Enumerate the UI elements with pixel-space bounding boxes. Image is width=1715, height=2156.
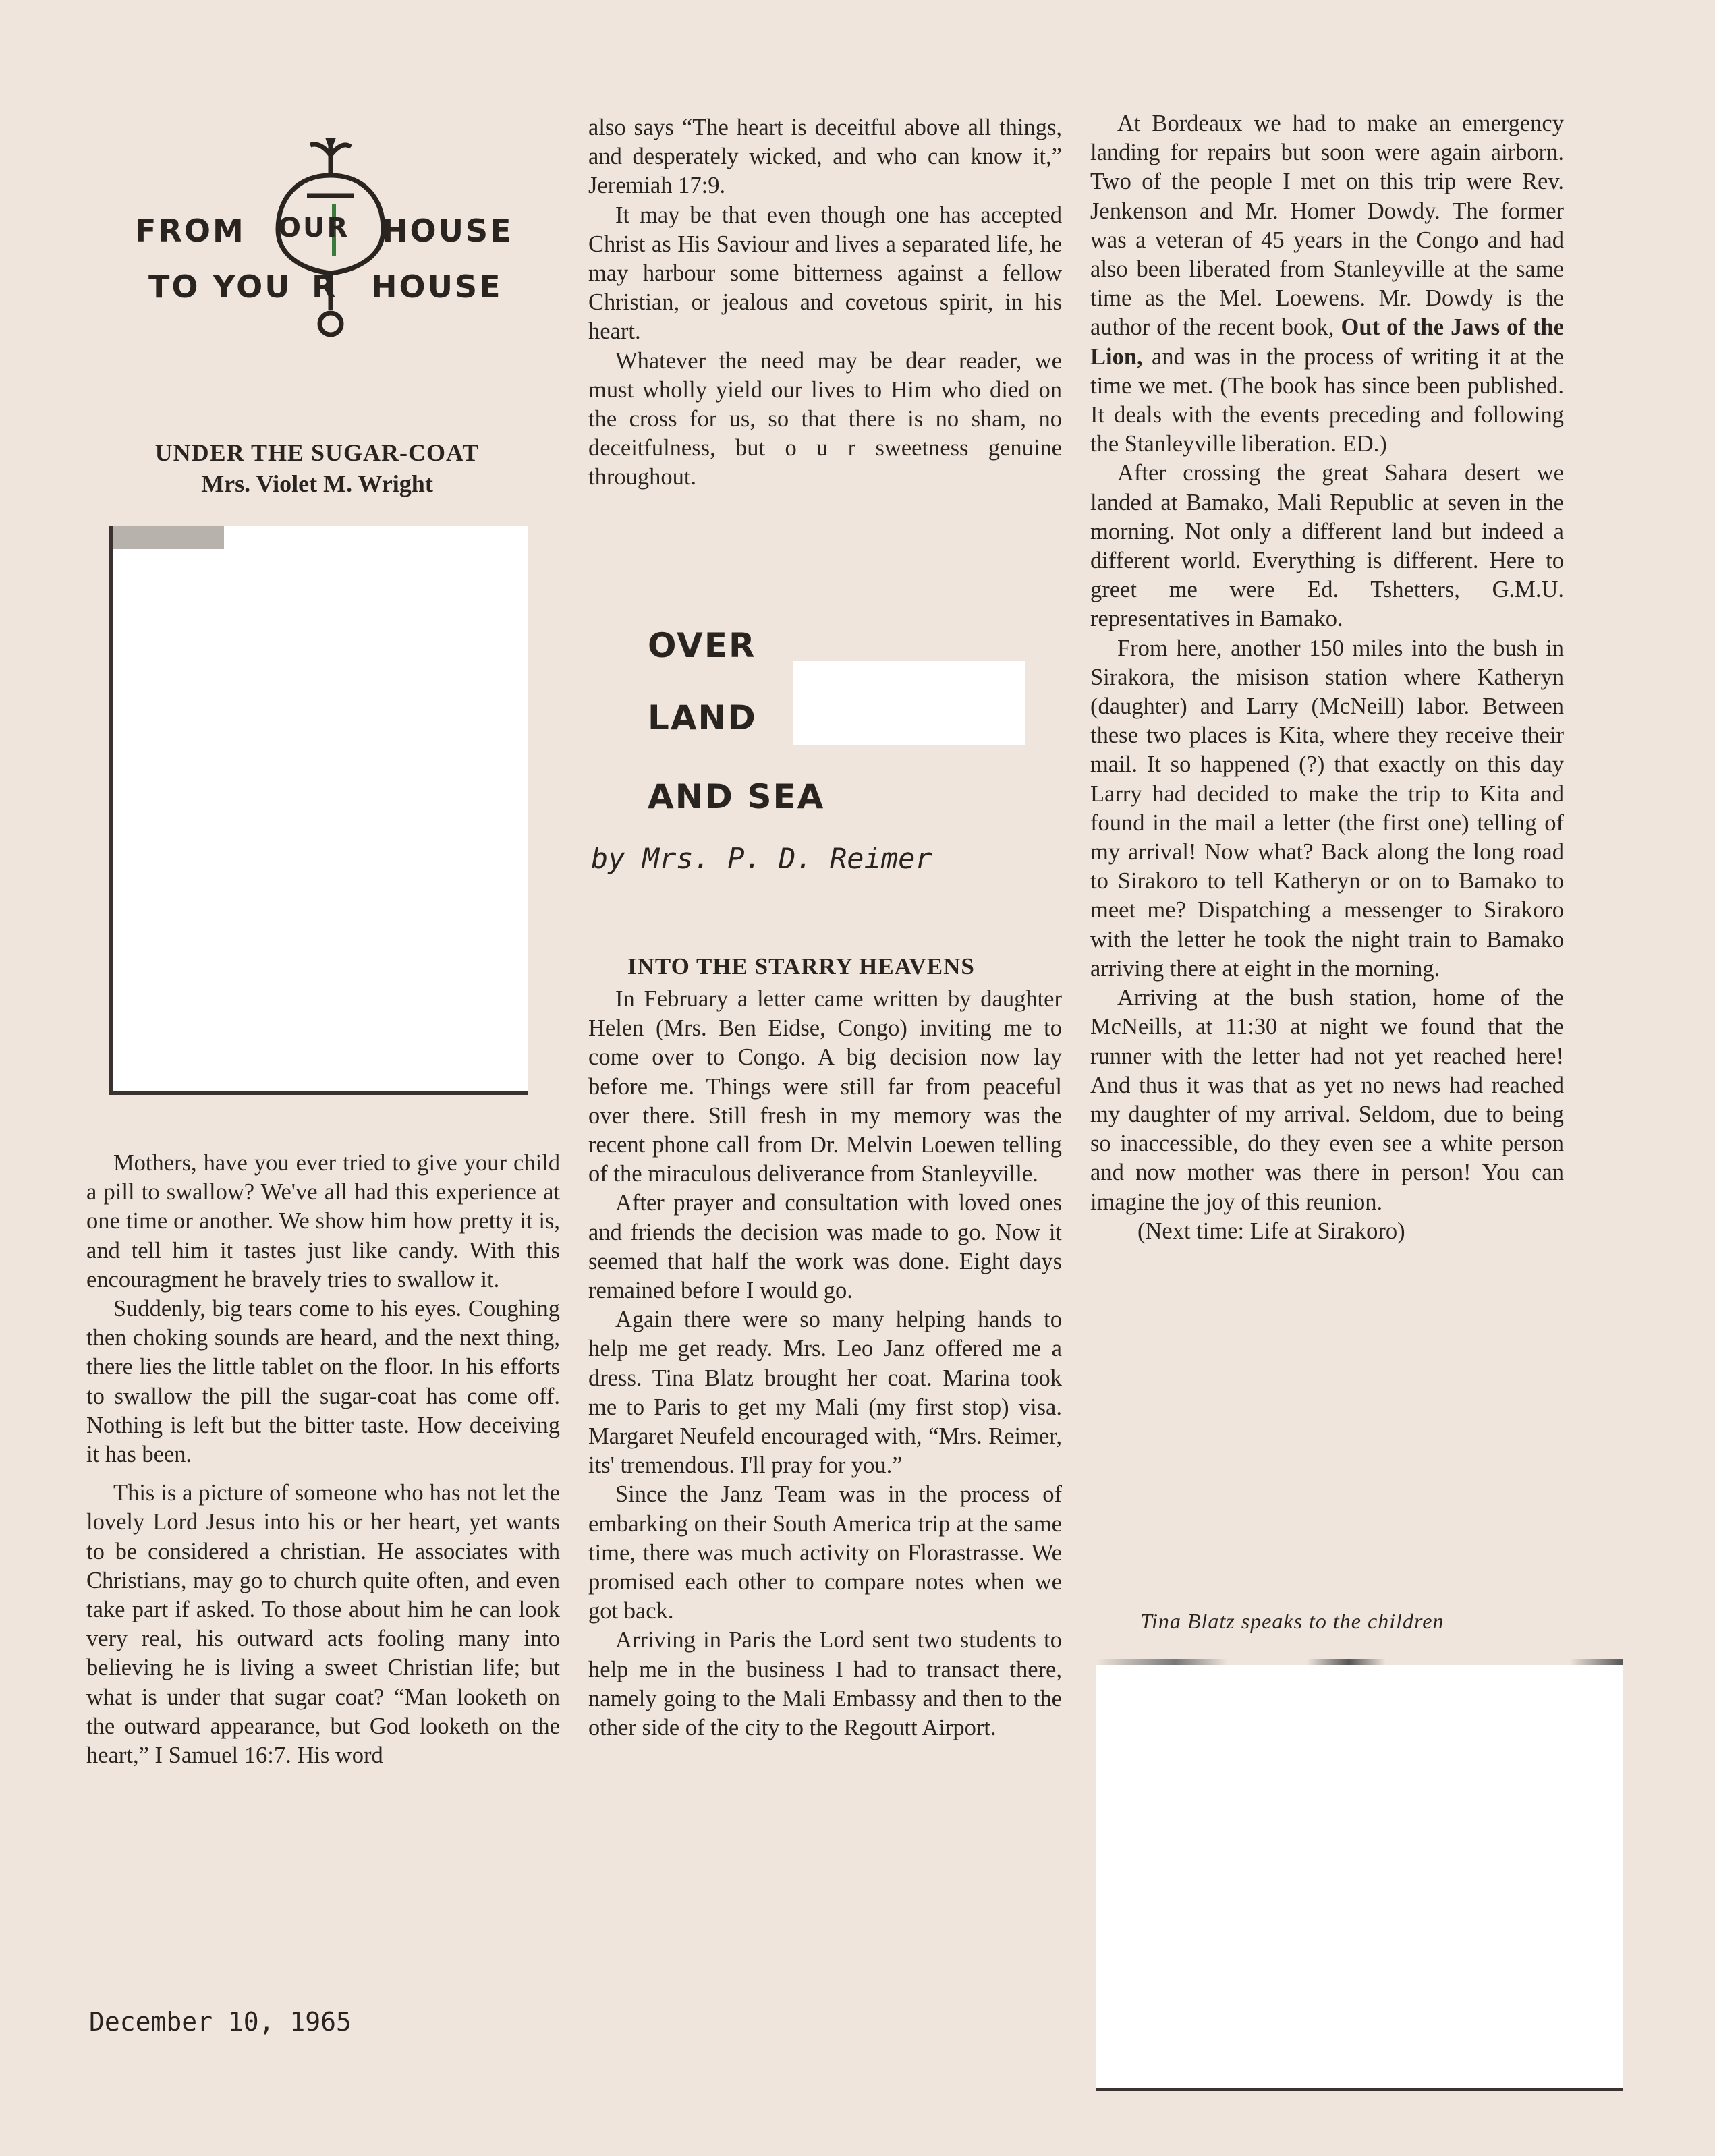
article1-kicker: UNDER THE SUGAR-COAT [154, 439, 480, 466]
masthead-from: FROM [135, 212, 246, 249]
paragraph: Arriving at the bush station, home of the McNeills, at 11:30 at night we found that the runner with the letter had not yet reached here! And thus it was that as yet no news had reached my daughter of my arrival. Seldom, due to being so inaccessible, do they even see a white person and now mother was there in person! You can imagine the joy of this reunion. [1090, 985, 1564, 1215]
masthead-house-2: HOUSE [371, 268, 503, 305]
text-run: At Bordeaux we had to make an emergency landing for repairs but soon were again airborn. Two of the people I met on this trip were Rev. Jenkenson and Mr. Homer Dowdy. The former was a veteran of 45 years in the Congo and had also been liberated from Stanleyville at the same time as the Mel. Loewens. Mr. Dowdy is the author of the recent book, [1090, 111, 1564, 341]
paragraph: (Next time: Life at Sirakoro) [1137, 1218, 1405, 1244]
photo-placeholder-1 [109, 526, 528, 1095]
paragraph: Since the Janz Team was in the process of embarking on their South America trip at the same time, there was much activity on Florastrasse. We promised each other to compare notes when we got back. [588, 1481, 1062, 1624]
article2-title-line2: LAND [648, 698, 757, 737]
paragraph: Again there were so many helping hands to help me get ready. Mrs. Leo Janz offered me a dress. Tina Blatz brought her coat. Marina took me to Paris to get my Mali (my first stop) visa. Margaret Neufeld encouraged with, “Mrs. Reimer, its' tremendous. I'll pray for you.” [588, 1307, 1062, 1479]
article2-title-line3: AND SEA [648, 777, 825, 816]
article1-byline: Mrs. Violet M. Wright [201, 470, 433, 497]
masthead-our: OUR [278, 212, 350, 244]
photo-caption: Tina Blatz speaks to the children [1140, 1609, 1444, 1633]
article2-byline: by Mrs. P. D. Reimer [591, 842, 932, 875]
paragraph: also says “The heart is deceitful above all things, and desperately wicked, and who can know it,” Jeremiah 17:9. [588, 115, 1062, 199]
paragraph: From here, another 150 miles into the bush in Sirakora, the misison station where Katheryn (daughter) and Larry (McNeill) labor. Between these two places is Kita, where they receive their mail. It so happened (?) that exactly on this day Larry had decided to make the trip to Kita and found in the mail a letter (the first one) telling of my arrival! Now what? Back along the long road to Sirakoro to tell Katheryn or on to Bamako to meet me? Dispatching a messenger to Sirakoro with the letter he took the night train to Bamako arriving there at eight in the morning. [1090, 635, 1564, 982]
masthead-r: R [312, 268, 338, 305]
text-run: and was in the process of writing it at the time we met. (The book has since been published. It deals with the events preceding and following the Stanleyville liberation. ED.) [1090, 343, 1564, 457]
photo-edge [1096, 1659, 1623, 1665]
article2-column2 [588, 985, 1062, 1742]
photo-corner-tab [113, 526, 224, 549]
paragraph [1090, 109, 1564, 459]
paragraph: Suddenly, big tears come to his eyes. Coughing then choking sounds are heard, and the next thing, there lies the little tablet on the floor. In his efforts to swallow the pill the sugar-coat has come off. Nothing is left but the bitter taste. How deceiving it has been. [86, 1296, 560, 1468]
paragraph: Mothers, have you ever tried to give your child a pill to swallow? We've all had this experience at one time or another. We show him how pretty it is, and tell him it tastes just like candy. With this encouragment he bravely tries to swallow it. [86, 1150, 560, 1293]
article1-column1 [86, 1149, 560, 1770]
book-title: Out of the Jaws of the Lion, [1090, 314, 1564, 370]
paragraph: In February a letter came written by daughter Helen (Mrs. Ben Eidse, Congo) inviting me to come over to Congo. A big decision now lay before me. Things were still far from peaceful over there. Still fresh in my memory was the recent phone call from Dr. Melvin Loewen telling of the miraculous deliverance from Stanleyville. [588, 986, 1062, 1187]
paragraph: It may be that even though one has accepted Christ as His Saviour and lives a separated life, he may harbour some bitterness against a fellow Christian, or jealous and covetous spirit, in his heart. [588, 202, 1062, 345]
masthead-house-1: HOUSE [382, 212, 513, 249]
article2-title-line1: OVER [648, 626, 756, 665]
section-heading: INTO THE STARRY HEAVENS [627, 953, 975, 980]
issue-date: December 10, 1965 [89, 2007, 352, 2037]
paragraph: After crossing the great Sahara desert we landed at Bamako, Mali Republic at seven in the morning. Not only a different land but indeed a different world. Everything is different. Here to greet me were Ed. Tshetters, G.M.U. representatives in Bamako. [1090, 460, 1564, 632]
masthead-logo [128, 128, 533, 358]
article2-column3 [1090, 109, 1564, 1246]
paragraph: Whatever the need may be dear reader, we must wholly yield our lives to Him who died on the cross for us, so that there is no sham, no deceitfulness, but o u r sweetness genuine throughout. [588, 347, 1062, 490]
paragraph: After prayer and consultation with loved ones and friends the decision was made to go. Now it seemed that half the work was done. Eight days remained before I would go. [588, 1190, 1062, 1304]
photo-placeholder-2 [1096, 1659, 1623, 2091]
paragraph: Arriving in Paris the Lord sent two students to help me in the business I had to transact there, namely going to the Mali Embassy and then to the other side of the city to the Regoutt Airport. [588, 1627, 1062, 1741]
masthead-to-you: TO YOU [148, 268, 292, 305]
paragraph: This is a picture of someone who has not let the lovely Lord Jesus into his or her heart, yet wants to be considered a christian. He associates with Christians, may go to church quite often, and even take part if asked. To those about him he can look very real, his outward acts fooling many into believing he is living a sweet Christian life; but what is under that sugar coat? “Man looketh on the outward appearance, but God looketh on the heart,” I Samuel 16:7. His word [86, 1480, 560, 1769]
column2 [588, 113, 1062, 492]
photo-placeholder-3 [793, 661, 1025, 745]
